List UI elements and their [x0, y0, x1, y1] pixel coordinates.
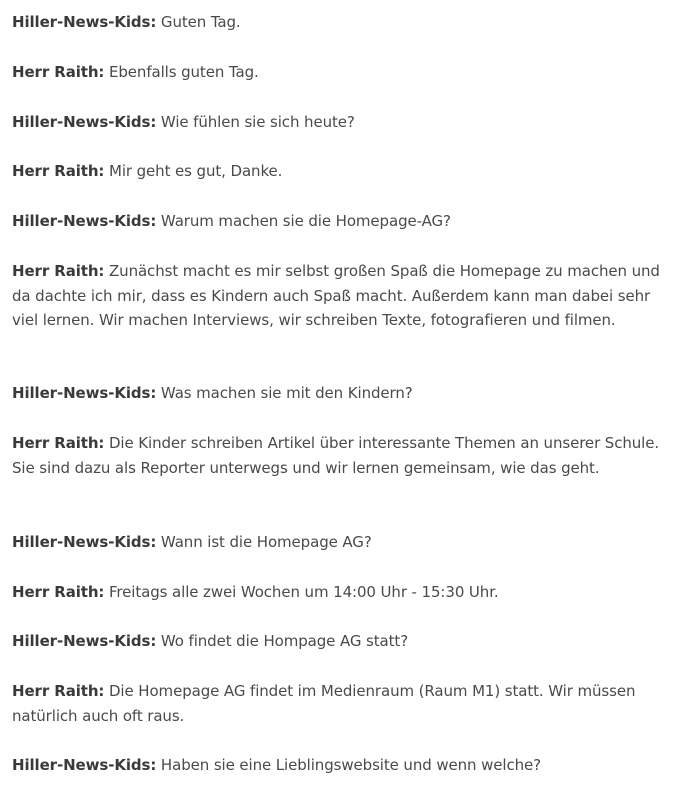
interview-entry — [12, 10, 672, 35]
entry-text: Die Homepage AG findet im Medienraum (Raum M1) statt. Wir müssen natürlich auch oft raus. — [12, 682, 636, 725]
interview-entry — [12, 259, 672, 333]
speaker-label: Hiller-News-Kids: — [12, 384, 157, 402]
interview-entry — [12, 679, 672, 728]
entry-text: Haben sie eine Lieblingswebsite und wenn welche? — [156, 756, 542, 774]
speaker-label: Herr Raith: — [12, 162, 105, 180]
speaker-label: Herr Raith: — [12, 583, 105, 601]
interview-entry — [12, 530, 672, 555]
entry-text: Die Kinder schreiben Artikel über interessante Themen an unserer Schule. Sie sind dazu als Reporter unterwegs und wir lernen gemeinsam, wie das geht. — [12, 434, 660, 477]
speaker-label: Hiller-News-Kids: — [12, 756, 157, 774]
entry-text: Guten Tag. — [156, 13, 241, 31]
speaker-label: Herr Raith: — [12, 63, 105, 81]
speaker-label: Herr Raith: — [12, 262, 105, 280]
interview-entry — [12, 629, 672, 654]
entry-text: Warum machen sie die Homepage-AG? — [156, 212, 451, 230]
entry-text: Ebenfalls guten Tag. — [104, 63, 259, 81]
interview-entry — [12, 381, 672, 406]
speaker-label: Herr Raith: — [12, 434, 105, 452]
entry-text: Was machen sie mit den Kindern? — [156, 384, 413, 402]
interview-entry — [12, 209, 672, 234]
entry-text: Mir geht es gut, Danke. — [104, 162, 283, 180]
interview-entry — [12, 159, 672, 184]
interview-entry — [12, 431, 672, 480]
entry-text: Wann ist die Homepage AG? — [156, 533, 372, 551]
interview-entry — [12, 110, 672, 135]
interview-entry — [12, 60, 672, 85]
entry-text: Wo findet die Hompage AG statt? — [156, 632, 409, 650]
speaker-label: Hiller-News-Kids: — [12, 632, 157, 650]
entry-text: Zunächst macht es mir selbst großen Spaß die Homepage zu machen und da dachte ich mir, dass es Kindern auch Spaß macht. Außerdem kann man dabei sehr viel lernen. Wir machen Interviews, wir schreiben Texte, fotografieren und filmen. — [12, 262, 660, 329]
speaker-label: Hiller-News-Kids: — [12, 212, 157, 230]
interview-entry — [12, 753, 672, 778]
entry-text: Wie fühlen sie sich heute? — [156, 113, 355, 131]
speaker-label: Hiller-News-Kids: — [12, 113, 157, 131]
interview-entry — [12, 580, 672, 605]
speaker-label: Hiller-News-Kids: — [12, 13, 157, 31]
speaker-label: Hiller-News-Kids: — [12, 533, 157, 551]
entry-text: Freitags alle zwei Wochen um 14:00 Uhr - 15:30 Uhr. — [104, 583, 499, 601]
speaker-label: Herr Raith: — [12, 682, 105, 700]
